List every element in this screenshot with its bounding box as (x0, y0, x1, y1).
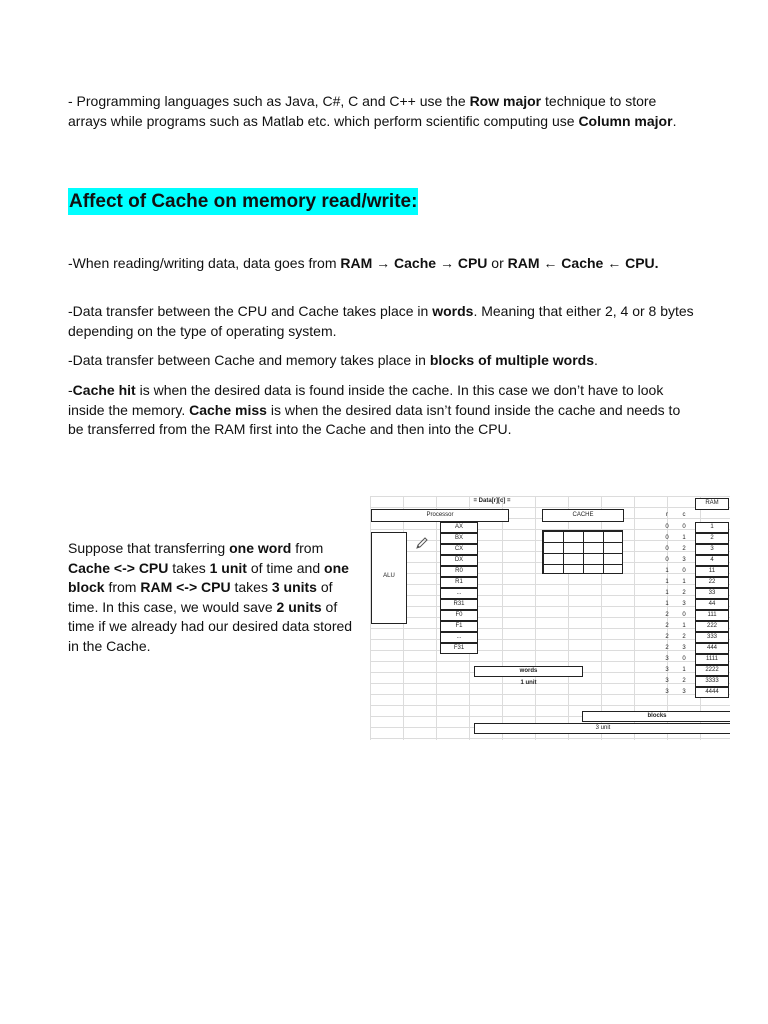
bold-term: 2 units (276, 598, 322, 615)
bold-term: RAM → Cache → CPU (340, 255, 488, 271)
processor-header: Processor (426, 512, 454, 518)
row-index-cell: 1 (665, 579, 669, 585)
alu-label: ALU (383, 573, 395, 579)
col-index-cell: 0 (682, 656, 686, 662)
register-cell: F31 (440, 643, 478, 654)
section-heading: Affect of Cache on memory read/write: (68, 188, 418, 215)
row-index-cell: 2 (665, 612, 669, 618)
paragraph-text: . (672, 112, 677, 129)
col-index-cell: 2 (682, 678, 686, 684)
register-cell: CX (440, 544, 478, 555)
ram-value-cell: 222 (695, 621, 729, 632)
paragraph-text: is when the desired data isn’t found inside the cache and needs to be transferred from the RAM first into the Cache and then into the CPU. (68, 401, 681, 437)
ram-value-cell: 44 (695, 599, 729, 610)
ram-value-cell: 11 (695, 566, 729, 577)
register-cell: R1 (440, 577, 478, 588)
words-box (474, 666, 583, 677)
ram-value-cell: 22 (695, 577, 729, 588)
cache-spreadsheet-figure (370, 496, 730, 740)
register-cell: R0 (440, 566, 478, 577)
paragraph-text: is when the desired data is found inside the cache. In this case we don’t have to look inside the memory. (68, 382, 664, 418)
paragraph-text: of time if we already had our desired data stored in the Cache. (68, 598, 353, 654)
paragraph-text: -When reading/writing data, data goes from (68, 255, 341, 271)
col-index-cell: 3 (682, 557, 686, 563)
ram-value-cell: 4444 (695, 687, 729, 698)
paragraph-text: -Data transfer between the CPU and Cache takes place in (68, 303, 433, 319)
col-index-cell: 1 (682, 535, 686, 541)
pencil-icon (415, 536, 429, 550)
col-index-cell: 0 (682, 524, 686, 530)
ram-value-cell: 111 (695, 610, 729, 621)
paragraph-text: -Data transfer between Cache and memory takes place in (68, 352, 430, 368)
col-index-cell: 3 (682, 601, 686, 607)
row-index-cell: 0 (665, 546, 669, 552)
bold-term: blocks of multiple words (429, 352, 594, 368)
blocks-label: blocks (647, 713, 667, 719)
col-index-cell: 3 (682, 645, 686, 651)
register-cell: F1 (440, 621, 478, 632)
bold-term: 3 units (271, 579, 317, 595)
cache-grid (542, 530, 623, 574)
row-index-cell: 3 (665, 678, 669, 684)
bold-term: Cache <-> CPU (68, 559, 169, 576)
col-index-cell: 1 (682, 667, 686, 673)
words-unit-label: 1 unit (520, 680, 537, 686)
paragraph-text: technique to store arrays while programs such as Matlab etc. which perform scientific computing use (68, 93, 657, 129)
processor-header-box (371, 509, 509, 522)
words-paragraph (68, 302, 698, 341)
paragraph-text: of time and (246, 559, 325, 576)
ram-value-cell: 333 (695, 632, 729, 643)
register-cell: ... (440, 588, 478, 599)
register-cell: ... (440, 632, 478, 643)
blocks-paragraph (68, 351, 698, 371)
paragraph-text: takes (168, 559, 210, 576)
cache-header-box (542, 509, 624, 522)
c-column-header: c (682, 512, 686, 518)
ram-value-cell: 3333 (695, 676, 729, 687)
paragraph-text: - Programming languages such as Java, C#, C and C++ use the (68, 93, 470, 109)
row-index-cell: 2 (665, 645, 669, 651)
paragraph-text: from (104, 579, 141, 595)
r-column-header: r (666, 512, 668, 518)
register-cell: AX (440, 522, 478, 533)
bold-term: 1 unit (209, 559, 247, 576)
timing-paragraph (68, 539, 358, 656)
col-index-cell: 0 (682, 612, 686, 618)
row-index-cell: 1 (665, 590, 669, 596)
cache-hit-miss-paragraph (68, 381, 698, 440)
row-index-cell: 3 (665, 667, 669, 673)
paragraph-text: of time. In this case, we would save (68, 579, 333, 615)
row-index-cell: 0 (665, 535, 669, 541)
ram-value-cell: 1 (695, 522, 729, 533)
row-index-cell: 1 (665, 601, 669, 607)
blocks-unit-label: 3 unit (595, 725, 611, 731)
formula-label: = Data[r][c] = (473, 498, 511, 504)
row-index-cell: 2 (665, 623, 669, 629)
register-cell: DX (440, 555, 478, 566)
ram-header: RAM (705, 500, 719, 506)
bold-term: RAM <-> CPU (140, 579, 231, 595)
bold-term: words (432, 303, 474, 319)
row-index-cell: 3 (665, 656, 669, 662)
paragraph-text: or (487, 255, 508, 271)
row-index-cell: 2 (665, 634, 669, 640)
col-index-cell: 0 (682, 568, 686, 574)
bold-term: one block (68, 559, 349, 595)
bold-term: Cache hit (72, 382, 136, 398)
ram-value-cell: 3 (695, 544, 729, 555)
words-label: words (519, 668, 538, 674)
bold-term: Cache miss (189, 401, 267, 418)
ram-value-cell: 4 (695, 555, 729, 566)
blocks-box (582, 711, 730, 722)
paragraph-text: . (594, 352, 598, 368)
col-index-cell: 2 (682, 634, 686, 640)
paragraph-text: takes (230, 579, 272, 595)
col-index-cell: 1 (682, 579, 686, 585)
cache-header: CACHE (572, 512, 594, 518)
data-flow-paragraph (68, 254, 698, 274)
row-index-cell: 1 (665, 568, 669, 574)
row-index-cell: 3 (665, 689, 669, 695)
alu-box (371, 532, 407, 624)
register-cell: BX (440, 533, 478, 544)
register-cell: R31 (440, 599, 478, 610)
ram-value-cell: 1111 (695, 654, 729, 665)
row-index-cell: 0 (665, 557, 669, 563)
row-index-cell: 0 (665, 524, 669, 530)
ram-value-cell: 33 (695, 588, 729, 599)
bold-term: RAM ← Cache ← CPU. (507, 255, 659, 271)
col-index-cell: 3 (682, 689, 686, 695)
paragraph-text: - (68, 382, 73, 398)
row-major-paragraph (68, 92, 698, 131)
bold-term: one word (229, 540, 292, 556)
blocks-unit-box (474, 723, 730, 734)
ram-value-cell: 444 (695, 643, 729, 654)
paragraph-text: Suppose that transferring (68, 540, 230, 556)
col-index-cell: 2 (682, 590, 686, 596)
paragraph-text: . Meaning that either 2, 4 or 8 bytes depending on the type of operating system. (68, 303, 694, 339)
bold-term: Column major (578, 112, 673, 129)
col-index-cell: 2 (682, 546, 686, 552)
bold-term: Row major (469, 93, 542, 109)
paragraph-text: from (291, 540, 324, 556)
ram-value-cell: 2 (695, 533, 729, 544)
ram-header-box (695, 498, 729, 510)
register-cell: F0 (440, 610, 478, 621)
ram-value-cell: 2222 (695, 665, 729, 676)
col-index-cell: 1 (682, 623, 686, 629)
